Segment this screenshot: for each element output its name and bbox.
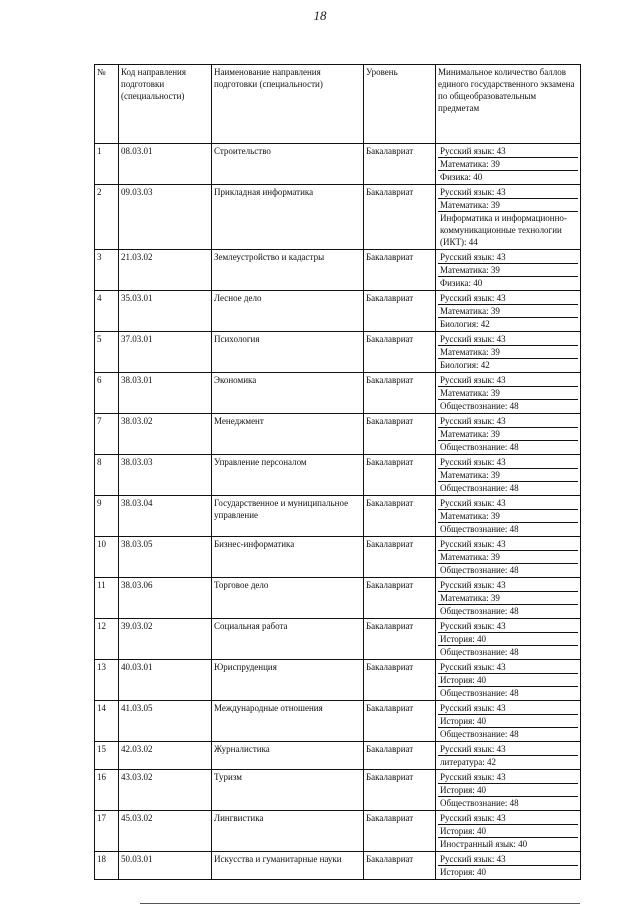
row-name: Лингвистика	[212, 811, 364, 852]
score-line: Математика: 39	[438, 592, 578, 605]
score-line: Физика: 40	[440, 172, 483, 182]
row-num: 18	[95, 852, 119, 880]
score-line: История: 40	[438, 674, 578, 687]
score-line: Русский язык: 43	[438, 292, 578, 305]
row-code: 37.03.01	[119, 332, 212, 373]
row-scores	[436, 619, 581, 660]
table-row	[95, 291, 581, 332]
score-line: Математика: 39	[438, 551, 578, 564]
row-code: 40.03.01	[119, 660, 212, 701]
row-num: 12	[95, 619, 119, 660]
header-code: Код направления подготовки (специальности)	[119, 65, 212, 144]
score-line: Русский язык: 43	[438, 374, 578, 387]
score-line: Биология: 42	[440, 360, 490, 370]
row-scores	[436, 144, 581, 185]
row-num: 10	[95, 537, 119, 578]
score-line: Русский язык: 43	[438, 415, 578, 428]
score-line: Иностранный язык: 40	[440, 839, 528, 849]
row-code: 08.03.01	[119, 144, 212, 185]
row-scores	[436, 373, 581, 414]
row-code: 38.03.03	[119, 455, 212, 496]
table-row	[95, 660, 581, 701]
row-num: 13	[95, 660, 119, 701]
row-level: Бакалавриат	[364, 619, 436, 660]
score-line: Обществознание: 48	[440, 688, 519, 698]
table-row	[95, 811, 581, 852]
score-line: Математика: 39	[438, 510, 578, 523]
row-name: Международные отношения	[212, 701, 364, 742]
row-code: 21.03.02	[119, 250, 212, 291]
row-scores	[436, 578, 581, 619]
row-num: 11	[95, 578, 119, 619]
score-line: Русский язык: 43	[438, 812, 578, 825]
score-line: Обществознание: 48	[440, 565, 519, 575]
row-level: Бакалавриат	[364, 578, 436, 619]
table-body	[95, 144, 581, 880]
row-level: Бакалавриат	[364, 660, 436, 701]
score-line: Математика: 39	[438, 199, 578, 212]
score-line: Русский язык: 43	[438, 251, 578, 264]
row-num: 7	[95, 414, 119, 455]
score-line: История: 40	[440, 867, 487, 877]
page-number: 18	[313, 8, 327, 23]
score-line: Русский язык: 43	[438, 853, 578, 866]
row-level: Бакалавриат	[364, 537, 436, 578]
table-row	[95, 144, 581, 185]
score-line: Обществознание: 48	[440, 483, 519, 493]
row-level: Бакалавриат	[364, 455, 436, 496]
row-num: 6	[95, 373, 119, 414]
score-line: Обществознание: 48	[440, 524, 519, 534]
score-line: Обществознание: 48	[440, 647, 519, 657]
row-name: Экономика	[212, 373, 364, 414]
score-line: Математика: 39	[438, 158, 578, 171]
score-line: Русский язык: 43	[438, 538, 578, 551]
row-name: Психология	[212, 332, 364, 373]
row-scores	[436, 250, 581, 291]
row-scores	[436, 852, 581, 880]
admission-table	[94, 64, 581, 880]
row-name: Прикладная информатика	[212, 185, 364, 250]
row-num: 15	[95, 742, 119, 770]
score-line: Биология: 42	[440, 319, 490, 329]
table-row	[95, 414, 581, 455]
score-line: Обществознание: 48	[440, 401, 519, 411]
row-name: Строительство	[212, 144, 364, 185]
score-line: Обществознание: 48	[440, 606, 519, 616]
header-level: Уровень	[364, 65, 436, 144]
row-level: Бакалавриат	[364, 852, 436, 880]
row-num: 1	[95, 144, 119, 185]
header-num: №	[95, 65, 119, 144]
score-line: литература: 42	[440, 757, 497, 767]
row-name: Искусства и гуманитарные науки	[212, 852, 364, 880]
row-num: 3	[95, 250, 119, 291]
row-scores	[436, 701, 581, 742]
table-row	[95, 373, 581, 414]
score-line: Математика: 39	[438, 469, 578, 482]
table-row	[95, 496, 581, 537]
table-row	[95, 250, 581, 291]
table-row	[95, 852, 581, 880]
score-line: Информатика и информационно-коммуникационные технологии (ИКТ): 44	[440, 213, 567, 247]
score-line: Русский язык: 43	[438, 145, 578, 158]
row-scores	[436, 414, 581, 455]
score-line: Математика: 39	[438, 387, 578, 400]
score-line: Русский язык: 43	[438, 456, 578, 469]
table-row	[95, 770, 581, 811]
table-row	[95, 185, 581, 250]
row-name: Торговое дело	[212, 578, 364, 619]
header-row	[95, 65, 581, 144]
row-name: Туризм	[212, 770, 364, 811]
score-line: Русский язык: 43	[438, 186, 578, 199]
row-code: 09.03.03	[119, 185, 212, 250]
row-scores	[436, 291, 581, 332]
row-scores	[436, 742, 581, 770]
row-level: Бакалавриат	[364, 811, 436, 852]
row-scores	[436, 537, 581, 578]
row-scores	[436, 455, 581, 496]
row-num: 17	[95, 811, 119, 852]
score-line: Русский язык: 43	[438, 771, 578, 784]
score-line: Русский язык: 43	[438, 743, 578, 756]
score-line: Математика: 39	[438, 305, 578, 318]
page-bottom-rule	[140, 903, 580, 904]
table-row	[95, 537, 581, 578]
row-level: Бакалавриат	[364, 332, 436, 373]
score-line: Русский язык: 43	[438, 579, 578, 592]
score-line: История: 40	[438, 825, 578, 838]
row-level: Бакалавриат	[364, 701, 436, 742]
row-code: 38.03.05	[119, 537, 212, 578]
row-level: Бакалавриат	[364, 414, 436, 455]
row-name: Лесное дело	[212, 291, 364, 332]
score-line: История: 40	[438, 784, 578, 797]
row-name: Менеджмент	[212, 414, 364, 455]
row-num: 8	[95, 455, 119, 496]
header-scores: Минимальное количество баллов единого государственного экзамена по общеобразовательным предметам	[436, 65, 581, 144]
table-row	[95, 332, 581, 373]
score-line: Русский язык: 43	[438, 333, 578, 346]
table-row	[95, 742, 581, 770]
row-name: Бизнес-информатика	[212, 537, 364, 578]
row-code: 39.03.02	[119, 619, 212, 660]
row-code: 38.03.04	[119, 496, 212, 537]
table-row	[95, 619, 581, 660]
score-line: Русский язык: 43	[438, 620, 578, 633]
score-line: Математика: 39	[438, 264, 578, 277]
row-level: Бакалавриат	[364, 373, 436, 414]
row-code: 38.03.01	[119, 373, 212, 414]
table-row	[95, 455, 581, 496]
row-num: 2	[95, 185, 119, 250]
row-name: Государственное и муниципальное управление	[212, 496, 364, 537]
row-num: 4	[95, 291, 119, 332]
row-scores	[436, 770, 581, 811]
score-line: Обществознание: 48	[440, 442, 519, 452]
row-code: 38.03.06	[119, 578, 212, 619]
row-level: Бакалавриат	[364, 770, 436, 811]
row-code: 35.03.01	[119, 291, 212, 332]
score-line: История: 40	[438, 633, 578, 646]
score-line: Физика: 40	[440, 278, 483, 288]
score-line: Математика: 39	[438, 428, 578, 441]
row-num: 5	[95, 332, 119, 373]
row-level: Бакалавриат	[364, 496, 436, 537]
row-level: Бакалавриат	[364, 250, 436, 291]
row-name: Журналистика	[212, 742, 364, 770]
score-line: Обществознание: 48	[440, 798, 519, 808]
row-code: 38.03.02	[119, 414, 212, 455]
row-code: 43.03.02	[119, 770, 212, 811]
row-level: Бакалавриат	[364, 185, 436, 250]
row-level: Бакалавриат	[364, 144, 436, 185]
row-num: 14	[95, 701, 119, 742]
row-scores	[436, 332, 581, 373]
row-code: 41.03.05	[119, 701, 212, 742]
row-scores	[436, 185, 581, 250]
row-code: 42.03.02	[119, 742, 212, 770]
row-level: Бакалавриат	[364, 742, 436, 770]
score-line: Русский язык: 43	[438, 661, 578, 674]
row-scores	[436, 496, 581, 537]
table-row	[95, 701, 581, 742]
row-name: Юриспруденция	[212, 660, 364, 701]
score-line: Русский язык: 43	[438, 497, 578, 510]
row-code: 50.03.01	[119, 852, 212, 880]
row-name: Социальная работа	[212, 619, 364, 660]
row-level: Бакалавриат	[364, 291, 436, 332]
row-num: 9	[95, 496, 119, 537]
row-name: Управление персоналом	[212, 455, 364, 496]
score-line: Русский язык: 43	[438, 702, 578, 715]
row-scores	[436, 660, 581, 701]
row-scores	[436, 811, 581, 852]
header-name: Наименование направления подготовки (специальности)	[212, 65, 364, 144]
row-name: Землеустройство и кадастры	[212, 250, 364, 291]
table-row	[95, 578, 581, 619]
row-num: 16	[95, 770, 119, 811]
score-line: Математика: 39	[438, 346, 578, 359]
score-line: История: 40	[438, 715, 578, 728]
score-line: Обществознание: 48	[440, 729, 519, 739]
row-code: 45.03.02	[119, 811, 212, 852]
